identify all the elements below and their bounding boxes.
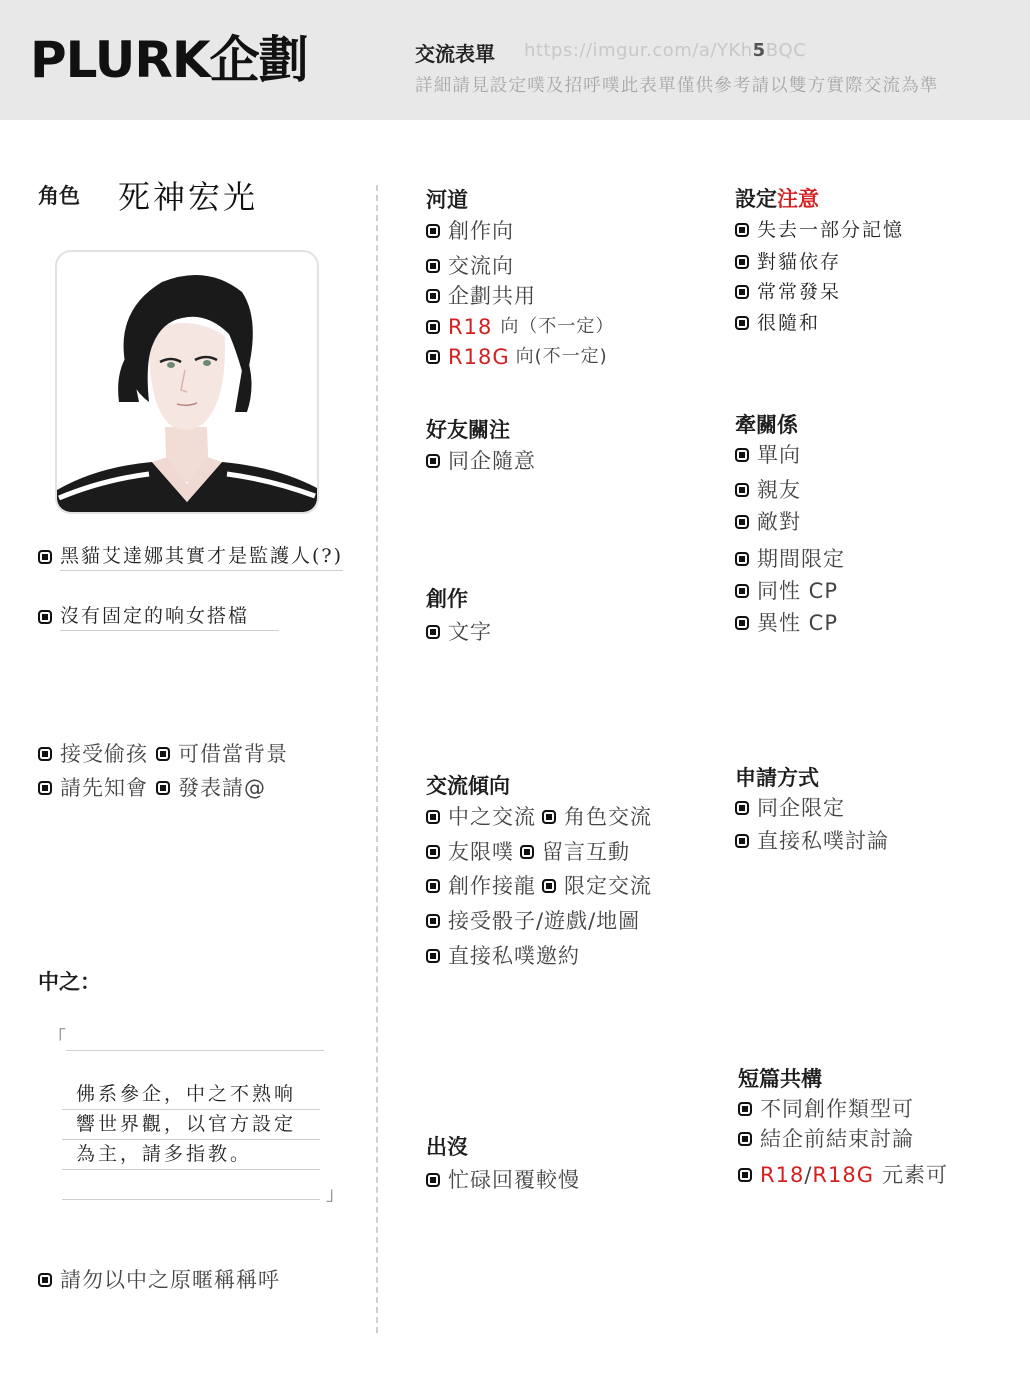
- note-partner: 沒有固定的响女搭檔: [38, 602, 279, 631]
- hedao-item: 企劃共用: [426, 282, 536, 310]
- nakanohito-line: 響世界觀，以官方設定: [62, 1110, 320, 1140]
- bullet-icon: [426, 320, 440, 334]
- bullet-icon: [735, 552, 749, 566]
- bullet-icon: [542, 879, 556, 893]
- character-label: 角色: [38, 184, 80, 208]
- bullet-icon: [426, 224, 440, 238]
- option-row-1: 接受偷孩 可借當背景: [38, 740, 288, 768]
- exchange-row: 友限噗 留言互動: [426, 838, 630, 866]
- bullet-icon: [156, 781, 170, 795]
- exchange-row: 中之交流 角色交流: [426, 803, 652, 831]
- creation-title: 創作: [426, 587, 468, 611]
- relations-item: 單向: [735, 441, 801, 469]
- hedao-item: 創作向: [426, 217, 514, 245]
- bullet-icon: [735, 616, 749, 630]
- url-part-3: BQC: [765, 40, 807, 61]
- short-item-r18: R18 / R18G 元素可: [738, 1161, 948, 1189]
- url-part-1: https://imgur.com/a/YKh: [524, 40, 753, 61]
- bullet-icon: [426, 289, 440, 303]
- bullet-icon: [38, 747, 52, 761]
- bullet-icon: [38, 781, 52, 795]
- relations-item: 親友: [735, 476, 801, 504]
- bullet-icon: [735, 515, 749, 529]
- bullet-icon: [426, 1173, 440, 1187]
- bullet-icon: [735, 801, 749, 815]
- presence-title: 出沒: [426, 1135, 468, 1159]
- exchange-title: 交流傾向: [426, 774, 510, 798]
- nakanohito-title: 中之：: [38, 970, 101, 994]
- bullet-icon: [156, 747, 170, 761]
- bullet-icon: [542, 810, 556, 824]
- settings-item: 很隨和: [735, 309, 820, 337]
- bullet-icon: [735, 316, 749, 330]
- relations-item: 期間限定: [735, 545, 845, 573]
- bullet-icon: [520, 845, 534, 859]
- bullet-icon: [738, 1132, 752, 1146]
- settings-item: 常常發呆: [735, 278, 841, 306]
- note-guardian: 黑貓艾達娜其實才是監護人(?): [38, 542, 343, 571]
- bullet-icon: [735, 255, 749, 269]
- short-item: 結企前結束討論: [738, 1125, 914, 1153]
- relations-item: 異性 CP: [735, 609, 838, 637]
- form-label: 交流表單: [415, 42, 495, 66]
- form-url[interactable]: [524, 40, 806, 61]
- exchange-row: 創作接龍 限定交流: [426, 872, 652, 900]
- relations-title: 牽關係: [735, 413, 798, 437]
- settings-item: 對貓依存: [735, 248, 841, 276]
- bullet-icon: [735, 285, 749, 299]
- url-part-2: 5: [752, 40, 766, 61]
- apply-item: 同企限定: [735, 794, 845, 822]
- relations-item: 敵對: [735, 508, 801, 536]
- open-bracket: 「: [48, 1028, 66, 1049]
- bullet-icon: [735, 483, 749, 497]
- apply-item: 直接私噗討論: [735, 827, 889, 855]
- bullet-icon: [426, 350, 440, 364]
- creation-item: 文字: [426, 618, 492, 646]
- bullet-icon: [426, 625, 440, 639]
- bullet-icon: [38, 610, 52, 624]
- exchange-row: 接受骰子/遊戲/地圖: [426, 907, 640, 935]
- bullet-icon: [38, 1273, 52, 1287]
- bullet-icon: [426, 454, 440, 468]
- column-divider: [376, 185, 378, 1333]
- header-note: 詳細請見設定噗及招呼噗此表單僅供參考請以雙方實際交流為準: [415, 76, 939, 96]
- bullet-icon: [738, 1168, 752, 1182]
- portrait-illustration: [57, 252, 317, 512]
- hedao-item: 交流向: [426, 252, 514, 280]
- bullet-icon: [38, 550, 52, 564]
- bullet-icon: [426, 259, 440, 273]
- short-title: 短篇共構: [738, 1067, 822, 1091]
- bullet-icon: [426, 949, 440, 963]
- nakanohito-line: 為主，請多指教。: [62, 1140, 320, 1170]
- option-row-2: 請先知會 發表請@: [38, 774, 266, 802]
- bullet-icon: [735, 448, 749, 462]
- nakanohito-line: 佛系參企，中之不熟响: [62, 1080, 320, 1110]
- hedao-title: 河道: [426, 188, 468, 212]
- bullet-icon: [738, 1102, 752, 1116]
- presence-item: 忙碌回覆較慢: [426, 1166, 580, 1194]
- hedao-item-r18: R18 向（不一定）: [426, 313, 614, 341]
- bullet-icon: [426, 810, 440, 824]
- bullet-icon: [426, 879, 440, 893]
- nakanohito-top-line: [66, 1050, 324, 1051]
- bullet-icon: [735, 834, 749, 848]
- hedao-item-r18g: R18G 向(不一定): [426, 343, 608, 371]
- settings-item: 失去一部分記憶: [735, 216, 904, 244]
- bullet-icon: [735, 223, 749, 237]
- friend-title: 好友關注: [426, 418, 510, 442]
- close-bracket: 」: [326, 1184, 344, 1205]
- logo: PLURK企劃: [30, 31, 308, 89]
- nakanohito-note: 請勿以中之原暱稱稱呼: [38, 1266, 280, 1294]
- relations-item: 同性 CP: [735, 577, 838, 605]
- settings-title: 設定注意: [735, 187, 819, 211]
- character-name: 死神宏光: [118, 178, 259, 216]
- exchange-row: 直接私噗邀約: [426, 942, 580, 970]
- bullet-icon: [426, 845, 440, 859]
- friend-item: 同企隨意: [426, 447, 536, 475]
- bullet-icon: [735, 584, 749, 598]
- apply-title: 申請方式: [735, 766, 819, 790]
- bullet-icon: [426, 914, 440, 928]
- short-item: 不同創作類型可: [738, 1095, 914, 1123]
- character-portrait: [55, 250, 319, 514]
- nakanohito-line-empty: [62, 1170, 320, 1200]
